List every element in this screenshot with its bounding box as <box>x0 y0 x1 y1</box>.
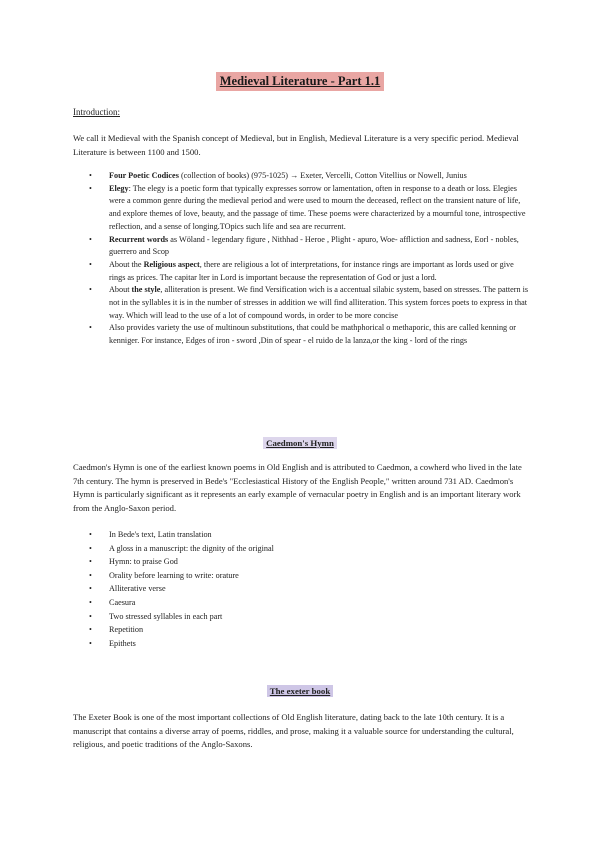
item-bold: Recurrent words <box>109 234 169 244</box>
item-text: (collection of books) (975-1025) → Exeter, Vercelli, Cotton Vitellius or Nowell, Junius <box>178 171 467 180</box>
list-item <box>73 259 531 284</box>
item-prefix: About <box>109 285 132 295</box>
caedmon-heading-wrap <box>0 437 600 449</box>
item-prefix: About the <box>109 259 144 269</box>
exeter-heading-wrap <box>0 685 600 697</box>
list-item: • A gloss in a manuscript: the dignity of the original <box>73 542 531 556</box>
caedmon-points-list <box>73 528 531 650</box>
exeter-heading: The exeter book <box>267 685 333 697</box>
item-text: Also provides variety the use of multinoun substitutions, that could be mathphorical o methaporic, this are called kenning or kenniger. For instance, Edges of iron - sword ,Din of spear - el ruido de la lanza,or the king - lord of the rings <box>109 323 517 346</box>
list-item: • Alliterative verse <box>73 582 531 596</box>
list-item: • Hymn: to praise God <box>73 555 531 569</box>
page-title: Medieval Literature - Part 1.1 <box>216 72 384 91</box>
list-item: • Two stressed syllables in each part <box>73 610 531 624</box>
list-item <box>73 183 531 234</box>
item-text: , alliteration is present. We find Versification wich is a accentual silabic system, based on stresses. The pattern is not in the syllables it is in the number of stresses in addition we will find alliteration. This system forces poets to express in that way. Which will lead to the use of a lot of compound words, in order to be more concise <box>109 285 529 320</box>
item-text: : The elegy is a poetic form that typically expresses sorrow or lamentation, often in response to a death or loss. Elegies were a common genre during the medieval period and were used to mourn the deceased, reflect on the transient nature of life, and explore themes of love, beauty, and the passage of time. These poems were characterized by a mournful tone, introspective reflection, and a sense of longing.TOpics such life and sea are recurrent. <box>109 183 526 231</box>
list-item: • In Bede's text, Latin translation <box>73 528 531 542</box>
introduction-label: Introduction: <box>73 107 120 117</box>
caedmon-text: Caedmon's Hymn is one of the earliest known poems in Old English and is attributed to Caedmon, a cowherd who lived in the late 7th century. The hymn is preserved in Bede's "Ecclesiastical History of the English People," written around 731 AD. Caedmon's Hymn is particularly significant as it represents an early example of vernacular poetry in English and is an important literary work from the Anglo-Saxon period. <box>73 462 522 513</box>
list-item <box>73 284 531 322</box>
list-item: • Caesura <box>73 596 531 610</box>
exeter-text: The Exeter Book is one of the most important collections of Old English literature, dating back to the late 10th century. It is a manuscript that contains a diverse array of poems, riddles, and prose, making it a valuable source for understanding the cultural, religious, and poetic traditions of the Anglo-Saxons. <box>73 712 514 749</box>
list-item <box>73 170 531 183</box>
item-bold: Religious aspect <box>143 259 200 269</box>
item-text: , there are religious a lot of interpretations, for instance rings are important as lords used or give rings as prices. The capitar lter in Lord is important because the representation of God or just a lord. <box>109 259 514 282</box>
introduction-text: We call it Medieval with the Spanish concept of Medieval, but in English, Medieval Literature is a very specific period. Medieval Literature is between 1100 and 1500. <box>73 133 519 157</box>
list-item <box>73 234 531 259</box>
list-item: • Epithets <box>73 637 531 651</box>
item-bold: Elegy <box>109 183 129 193</box>
item-bold: Four Poetic Codices <box>109 171 179 180</box>
list-item <box>73 322 531 347</box>
caedmon-heading: Caedmon's Hymn <box>263 437 337 449</box>
list-item: • Repetition <box>73 623 531 637</box>
topics-list <box>73 170 531 348</box>
item-text: as Wöland - legendary figure , Nithhad - Heroe , Plight - apuro, Woe- affliction and sadness, Eorl - nobles, guerrero and Scop <box>109 234 519 257</box>
item-bold: the style <box>131 285 161 295</box>
title-wrap <box>0 72 600 91</box>
list-item: • Orality before learning to write: orature <box>73 569 531 583</box>
